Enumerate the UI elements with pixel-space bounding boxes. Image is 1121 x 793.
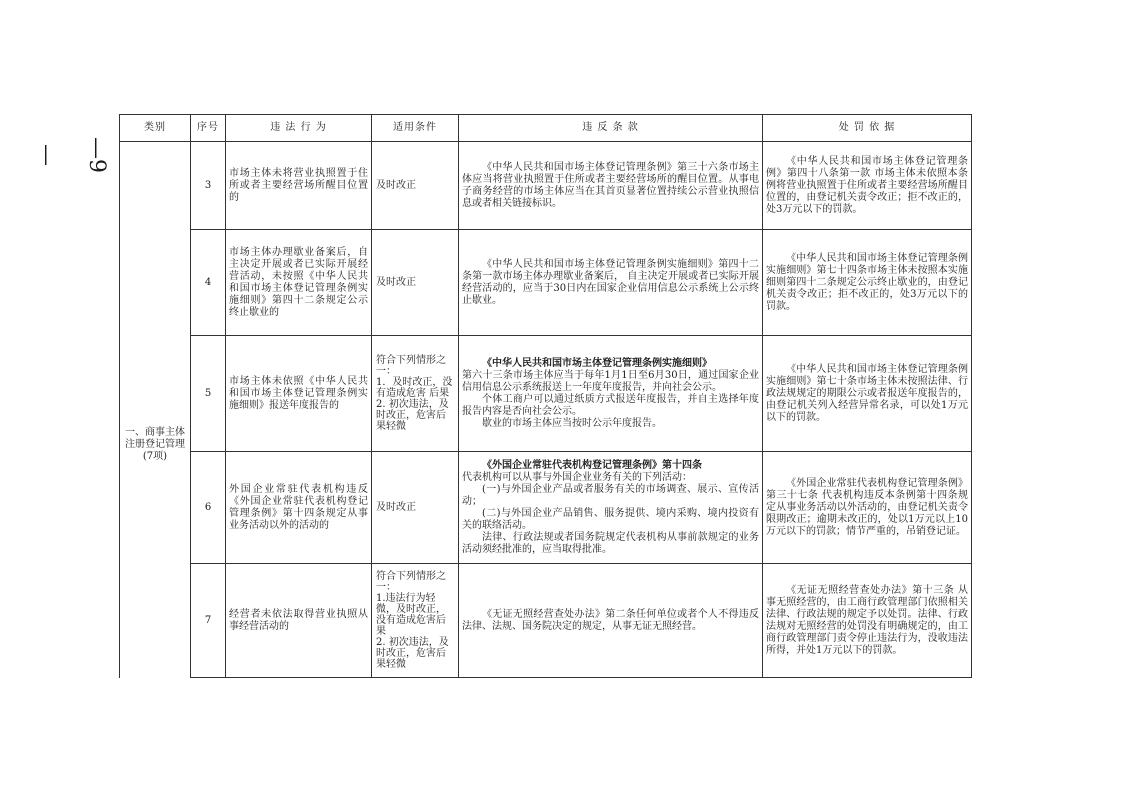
- condition-line: 1.违法行为轻微，及时改正，没有造成危害后果: [376, 593, 446, 637]
- table-row: [120, 230, 972, 336]
- table-row: [120, 336, 972, 452]
- header-row: [120, 115, 972, 142]
- seq-cell: 4: [191, 230, 226, 336]
- clause-line: (一)与外国企业产品或者服务有关的市场调查、展示、宣传活动；: [462, 483, 759, 507]
- clause-line: (二)与外国企业产品销售、服务提供、境内采购、境内投资有关的联络活动。: [462, 507, 759, 531]
- clause-line: 个体工商户可以通过纸质方式报送年度报告，并自主选择年度报告内容是否向社会公示。: [462, 393, 759, 417]
- condition-line: 1．及时改正，没有造成危害 后果: [376, 377, 453, 399]
- condition-cell: [372, 336, 459, 452]
- basis-cell: 《中华人民共和国市场主体登记管理条例实施细则》第七十条市场主体未按照法律、行政法规规定的期限公示或者报送年度报告的，由登记机关列入经营异常名录，可以处1万元以下的罚款。: [763, 336, 972, 452]
- violation-cell: 市场主体未依照《中华人民共和国市场主体登记管理条例实施细则》报送年度报告的: [226, 336, 372, 452]
- condition-cell: [372, 564, 459, 678]
- seq-cell: 7: [191, 564, 226, 678]
- category-cell: [120, 142, 191, 678]
- condition-line: 符合下列情形之 一：: [376, 355, 446, 377]
- header-violation: 违 法 行 为: [226, 115, 372, 142]
- clause-line: 第六十三条市场主体应当于每年1月1日至6月30日，通过国家企业信用信息公示系统报送上一年度年度报告，并向社会公示。: [462, 369, 759, 393]
- condition-cell: 及时改正: [372, 142, 459, 230]
- condition-cell: 及时改正: [372, 452, 459, 564]
- condition-line: 2. 初次违法，及时改正，危害后果轻微: [376, 637, 449, 670]
- condition-cell: 及时改正: [372, 230, 459, 336]
- penalty-table: [119, 114, 972, 678]
- clause-title: 《外国企业常驻代表机构登记管理条例》第十四条: [482, 459, 702, 471]
- clause-cell: 《中华人民共和国市场主体登记管理条例》第三十六条市场主体应当将营业执照置于住所或者主要经营场所的醒目位置。从事电子商务经营的市场主体应当在其首页显著位置持续公示营业执照信息或者相关链接标识。: [459, 142, 763, 230]
- basis-cell: 《外国企业常驻代表机构登记管理条例》第三十七条 代表机构违反本条例第十四条规定从事业务活动以外活动的，由登记机关责令限期改正；逾期未改正的，处以1万元以上10万元以下的罚款；情节严重的，吊销登记证。: [763, 452, 972, 564]
- header-seq: 序号: [191, 115, 226, 142]
- clause-cell: [459, 452, 763, 564]
- violation-cell: 市场主体办理歇业备案后，自主决定开展或者已实际开展经营活动，未按照《中华人民共和国市场主体登记管理条例实施细则》第四十二条规定公示终止歇业的: [226, 230, 372, 336]
- violation-cell: 外国企业常驻代表机构违反《外国企业常驻代表机构登记管理条例》第十四条规定从事业务活动以外的活动的: [226, 452, 372, 564]
- violation-cell: 经营者未依法取得营业执照从事经营活动的: [226, 564, 372, 678]
- violation-cell: 市场主体未将营业执照置于住所或者主要经营场所醒目位置的: [226, 142, 372, 230]
- header-clause: 违 反 条 款: [459, 115, 763, 142]
- clause-line: 歇业的市场主体应当按时公示年度报告。: [482, 417, 662, 429]
- condition-line: 符合下列情形之 一：: [376, 571, 446, 593]
- clause-cell: 《无证无照经营查处办法》第二条任何单位或者个人不得违反法律、法规、国务院决定的规定，从事无证无照经营。: [459, 564, 763, 678]
- table-row: [120, 564, 972, 678]
- table-row: [120, 452, 972, 564]
- basis-cell: 《中华人民共和国市场主体登记管理条例》第四十八条第一款 市场主体未依照本条例将营业执照置于住所或者主要经营场所醒目位置的，由登记机关责令改正；拒不改正的，处3万元以下的罚款。: [763, 142, 972, 230]
- header-category: 类别: [120, 115, 191, 142]
- basis-cell: 《中华人民共和国市场主体登记管理条例实施细则》第七十四条市场主体未按照本实施细则第四十二条规定公示终止歇业的，由登记机关责令改正；拒不改正的，处3万元以下的罚款。: [763, 230, 972, 336]
- category-label: 一、商事主体注册登记管理(7项): [125, 426, 185, 462]
- header-basis: 处 罚 依 据: [763, 115, 972, 142]
- header-condition: 适用条件: [372, 115, 459, 142]
- seq-cell: 5: [191, 336, 226, 452]
- condition-line: 2. 初次违法，及时改正，危害后果轻微: [376, 399, 449, 432]
- clause-line: 法律、行政法规或者国务院规定代表机构从事前款规定的业务活动须经批准的，应当取得批准。: [462, 531, 759, 555]
- clause-line: 代表机构可以从事与外国企业业务有关的下列活动：: [462, 471, 692, 483]
- table-row: [120, 142, 972, 230]
- clause-cell: [459, 336, 763, 452]
- seq-cell: 6: [191, 452, 226, 564]
- page-number: —9—: [34, 137, 109, 173]
- clause-cell: 《中华人民共和国市场主体登记管理条例实施细则》第四十二条第一款市场主体办理歇业备案后， 自主决定开展或者已实际开展经营活动的，应当于30日内在国家企业信用信息公示系统上公示终止歇业。: [459, 230, 763, 336]
- seq-cell: 3: [191, 142, 226, 230]
- basis-cell: 《无证无照经营查处办法》第十三条 从事无照经营的，由工商行政管理部门依照相关法律、行政法规的规定予以处罚。法律、行政法规对无照经营的处罚没有明确规定的，由工商行政管理部门责令停止违法行为，没收违法所得，并处1万元以下的罚款。: [763, 564, 972, 678]
- clause-title: 《中华人民共和国市场主体登记管理条例实施细则》: [482, 357, 712, 369]
